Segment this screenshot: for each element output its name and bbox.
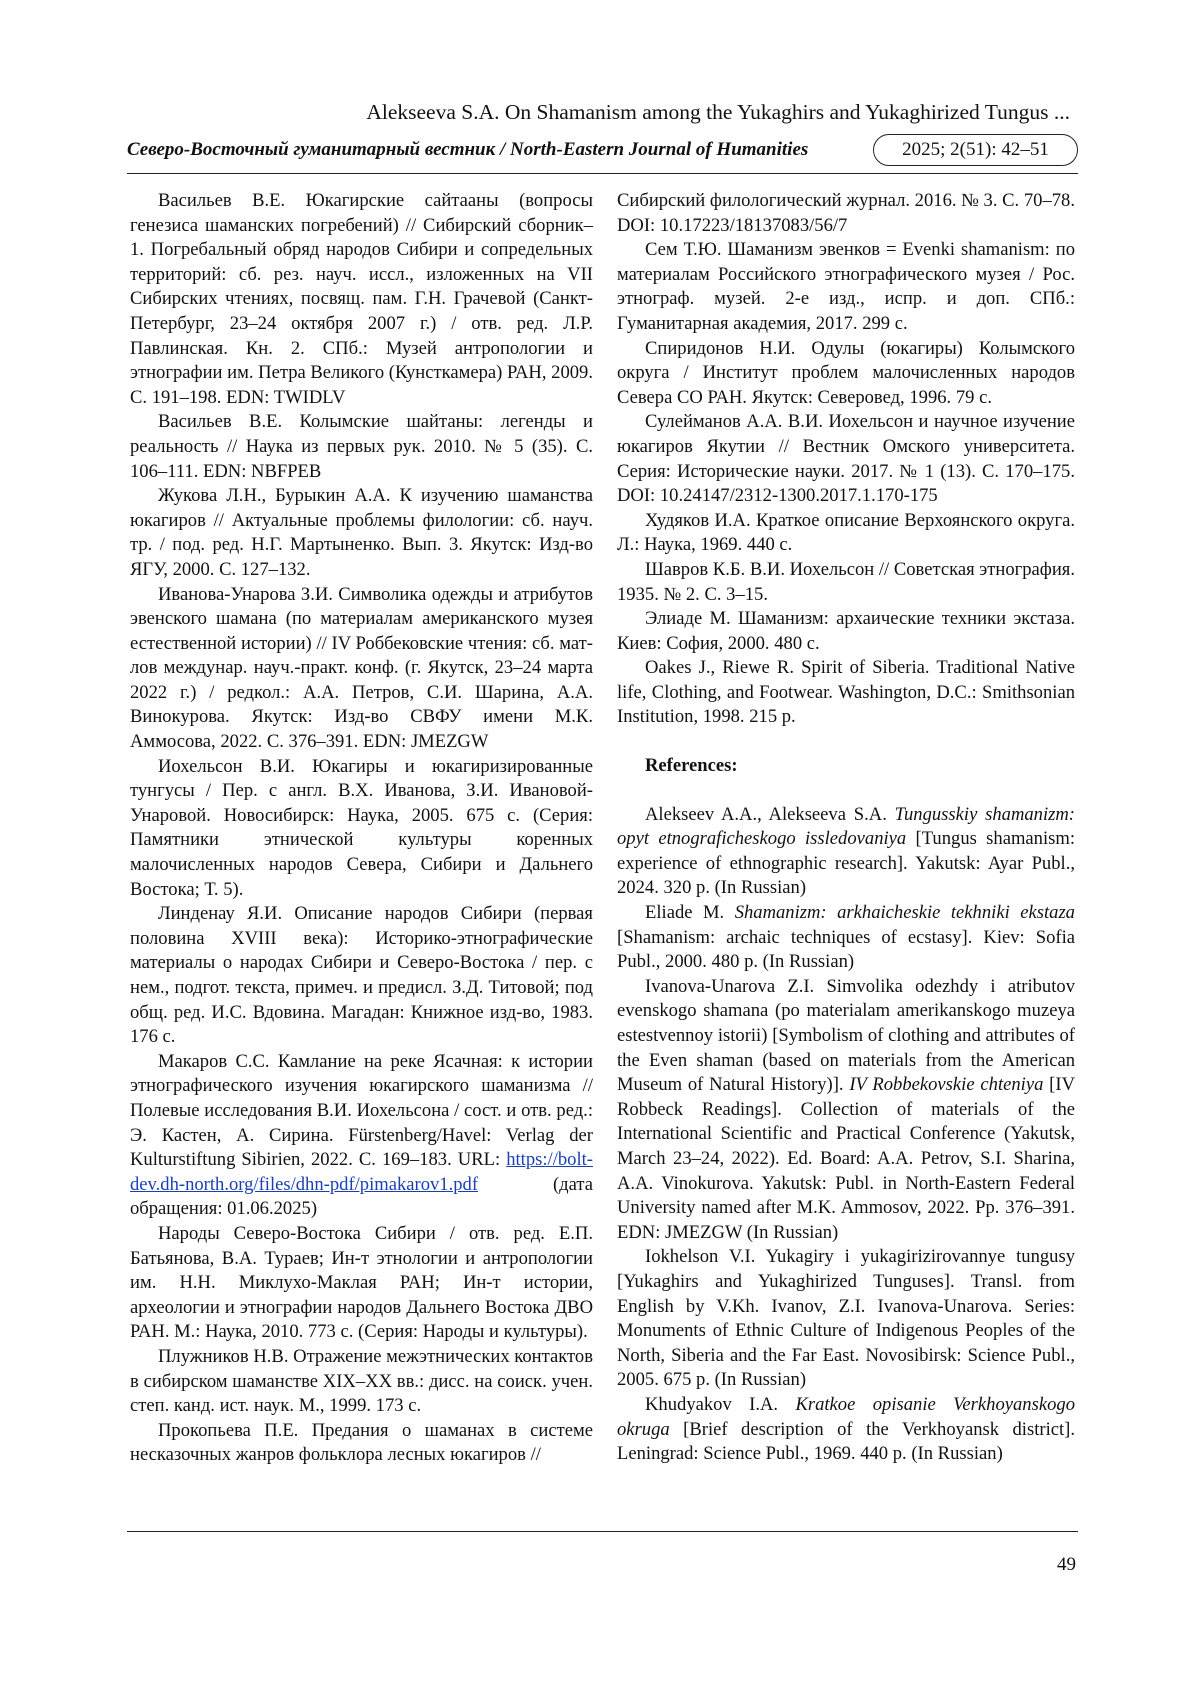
spacer: [617, 779, 1075, 803]
reference-text-after: (дата обращения: 01.06.2025): [130, 1173, 593, 1220]
footer-rule: [127, 1531, 1078, 1532]
reference-title: Tungusskiy shamanizm: opyt etnograficheskogo issledovaniya: [617, 803, 1075, 850]
reference-item: [617, 975, 1075, 1246]
reference-item: Народы Северо-Востока Сибири / отв. ред. Е.П. Батьянова, В.А. Тураев; Ин-т этнологии и антропологии им. Н.Н. Миклухо-Маклая РАН; Ин-т истории, археологии и этнографии народов Дальнего Востока ДВО РАН. М.: Наука, 2010. 773 с. (Серия: Народы и культуры).: [130, 1222, 593, 1343]
reference-item: Спиридонов Н.И. Одулы (юкагиры) Колымского округа / Институт проблем малочисленных народов Севера СО РАН. Якутск: Северовед, 1996. 79 с.: [617, 337, 1075, 408]
reference-item: Шавров К.Б. В.И. Иохельсон // Советская этнография. 1935. № 2. С. 3–15.: [617, 558, 1076, 605]
reference-title: Shamanizm: arkhaicheskie tekhniki ekstaza: [734, 902, 1075, 924]
reference-item: Худяков И.А. Краткое описание Верхоянского округа. Л.: Наука, 1969. 440 с.: [617, 509, 1075, 556]
reference-text: Ivanova-Unarova Z.I. Simvolika odezhdy i atributov evenskogo shamana (po materialam amerikanskogo muzeya estestvennoy istorii) [Symbolism of clothing and attributes of the Even shaman (based on materials from the American Museum of Natural History)].: [617, 975, 1075, 1096]
running-title: Alekseeva S.A. On Shamanism among the Yukaghirs and Yukaghirized Tungus ...: [366, 100, 1070, 124]
reference-item: [617, 1245, 1075, 1393]
reference-item: Иванова-Унарова З.И. Символика одежды и атрибутов эвенского шамана (по материалам американского музея естественной истории) // IV Роббековские чтения: сб. мат-лов междунар. науч.-практ. конф. (г. Якутск, 23–24 марта 2022 г.) / редкол.: А.А. Петров, С.И. Шарина, А.А. Винокурова. Якутск: Изд-во СВФУ имени М.К. Аммосова, 2022. С. 376–391. EDN: JMEZGW: [130, 583, 593, 753]
reference-item: Линденау Я.И. Описание народов Сибири (первая половина XVIII века): Историко-этнографические материалы о народах Сибири и Северо-Востока / пер. с нем., подгот. текста, примеч. и предисл. З.Д. Титовой; под общ. ред. И.С. Вдовина. Магадан: Книжное изд-во, 1983. 176 с.: [130, 903, 593, 1048]
reference-text: Макаров С.С. Камлание на реке Ясачная: к истории этнографического изучения юкагирского шаманизма // Полевые исследования В.И. Иохельсона / сост. и отв. ред.: Э. Кастен, А. Сирина. Fürstenberg/Havel: Verlag der Kulturstiftung Sibirien, 2022. С. 169–183. URL:: [130, 1050, 593, 1171]
reference-text: [IV Robbeck Readings]. Collection of materials of the International Scientific and Practical Conference (Yakutsk, March 23–24, 2022). Ed. Board: A.A. Petrov, S.I. Sharina, A.A. Vinokurova. Yakutsk: Publ. in North-Eastern Federal University named after M.K. Ammosov, 2022. Pp. 376–391. EDN: JMEZGW (In Russian): [617, 1074, 1075, 1243]
reference-text: Eliade M.: [645, 902, 735, 924]
reference-item: [617, 901, 1075, 975]
reference-text: [Tungus shamanism: experience of ethnographic research]. Yakutsk: Ayar Publ., 2024. 320 p. (In Russian): [617, 828, 1075, 899]
header-rule: [127, 173, 1078, 174]
reference-text: [Brief description of the Verkhoyansk district]. Leningrad: Science Publ., 1969. 440 p. (In Russian): [617, 1418, 1075, 1465]
reference-item: Элиаде М. Шаманизм: архаические техники экстаза. Киев: София, 2000. 480 с.: [617, 608, 1075, 654]
reference-url-link[interactable]: https://bolt-dev.dh-north.org/files/dhn-pdf/pimakarov1.pdf: [130, 1149, 593, 1195]
reference-item: Жукова Л.Н., Бурыкин А.А. К изучению шаманства юкагиров // Актуальные проблемы филологии: сб. науч. тр. / под. ред. Н.Г. Мартыненко. Вып. 3. Якутск: Изд-во ЯГУ, 2000. С. 127–132.: [130, 485, 593, 580]
spacer: [617, 730, 1075, 754]
reference-text: Alekseev A.A., Alekseeva S.A.: [645, 803, 895, 825]
reference-text: [Shamanism: archaic techniques of ecstasy]. Kiev: Sofia Publ., 2000. 480 p. (In Russian): [617, 926, 1075, 973]
reference-item: Сем Т.Ю. Шаманизм эвенков = Evenki shamanism: по материалам Российского этнографического музея / Рос. этнограф. музей. 2-е изд., испр. и доп. СПб.: Гуманитарная академия, 2017. 299 с.: [617, 239, 1075, 334]
reference-text: Khudyakov I.A.: [645, 1393, 796, 1415]
reference-item: [617, 1393, 1075, 1467]
reference-item: [130, 1050, 593, 1222]
reference-title: Kratkoe opisanie Verkhoyanskogo okruga: [617, 1393, 1075, 1440]
reference-item: Oakes J., Riewe R. Spirit of Siberia. Traditional Native life, Clothing, and Footwear. Washington, D.C.: Smithsonian Institution, 1998. 215 p.: [617, 657, 1075, 728]
reference-title: IV Robbekovskie chteniya: [849, 1074, 1044, 1096]
reference-item: Сулейманов А.А. В.И. Иохельсон и научное изучение юкагиров Якутии // Вестник Омского университета. Серия: Исторические науки. 2017. № 1 (13). С. 170–175. DOI: 10.24147/2312-1300.2017.1.170-175: [617, 411, 1075, 507]
right-column: [617, 189, 1075, 1467]
journal-bar: [127, 134, 1078, 170]
reference-item: Васильев В.Е. Колымские шайтаны: легенды и реальность // Наука из первых рук. 2010. № 5 (35). С. 106–111. EDN: NBFPEB: [130, 411, 593, 482]
reference-item: Иохельсон В.И. Юкагиры и юкагиризированные тунгусы / Пер. с англ. В.Х. Иванова, З.И. Ивановой-Унаровой. Новосибирск: Наука, 2005. 675 с. (Серия: Памятники этнической культуры коренных малочисленных народов Севера, Сибири и Дальнего Востока; Т. 5).: [130, 755, 593, 900]
journal-name: Северо-Восточный гуманитарный вестник / North-Eastern Journal of Humanities: [127, 139, 809, 160]
reference-continuation: Сибирский филологический журнал. 2016. № 3. С. 70–78. DOI: 10.17223/18137083/56/7: [617, 190, 1075, 236]
reference-item: [617, 803, 1075, 901]
reference-item: Плужников Н.В. Отражение межэтнических контактов в сибирском шаманстве XIX–XX вв.: дисс. на соиск. учен. степ. канд. ист. наук. М., 1999. 173 с.: [130, 1345, 593, 1417]
left-column: [130, 189, 593, 1468]
reference-text: Iokhelson V.I. Yukagiry i yukagirizirovannye tungusy [Yukaghirs and Yukaghirized Tunguses]. Transl. from English by V.Kh. Ivanov, Z.I. Ivanova-Unarova. Series: Monuments of Ethnic Culture of Indigenous Peoples of the North, Siberia and the Far East. Novosibirsk: Science Publ., 2005. 675 p. (In Russian): [617, 1246, 1075, 1391]
references-heading: References:: [645, 755, 738, 777]
page-number: 49: [1057, 1554, 1076, 1575]
reference-item: Васильев В.Е. Юкагирские сайтааны (вопросы генезиса шаманских погребений) // Сибирский сборник–1. Погребальный обряд народов Сибири и сопредельных территорий: сб. рез. науч. иссл., изложенных на VII Сибирских чтениях, посвящ. пам. Г.Н. Грачевой (Санкт-Петербург, 23–24 октября 2007 г.) / отв. ред. Л.Р. Павлинская. Кн. 2. СПб.: Музей антропологии и этнографии им. Петра Великого (Кунсткамера) РАН, 2009. С. 191–198. EDN: TWIDLV: [130, 190, 593, 408]
reference-item: Прокопьева П.Е. Предания о шаманах в системе несказочных жанров фольклора лесных юкагиров //: [130, 1419, 593, 1466]
issue-badge: 2025; 2(51): 42–51: [873, 134, 1078, 166]
